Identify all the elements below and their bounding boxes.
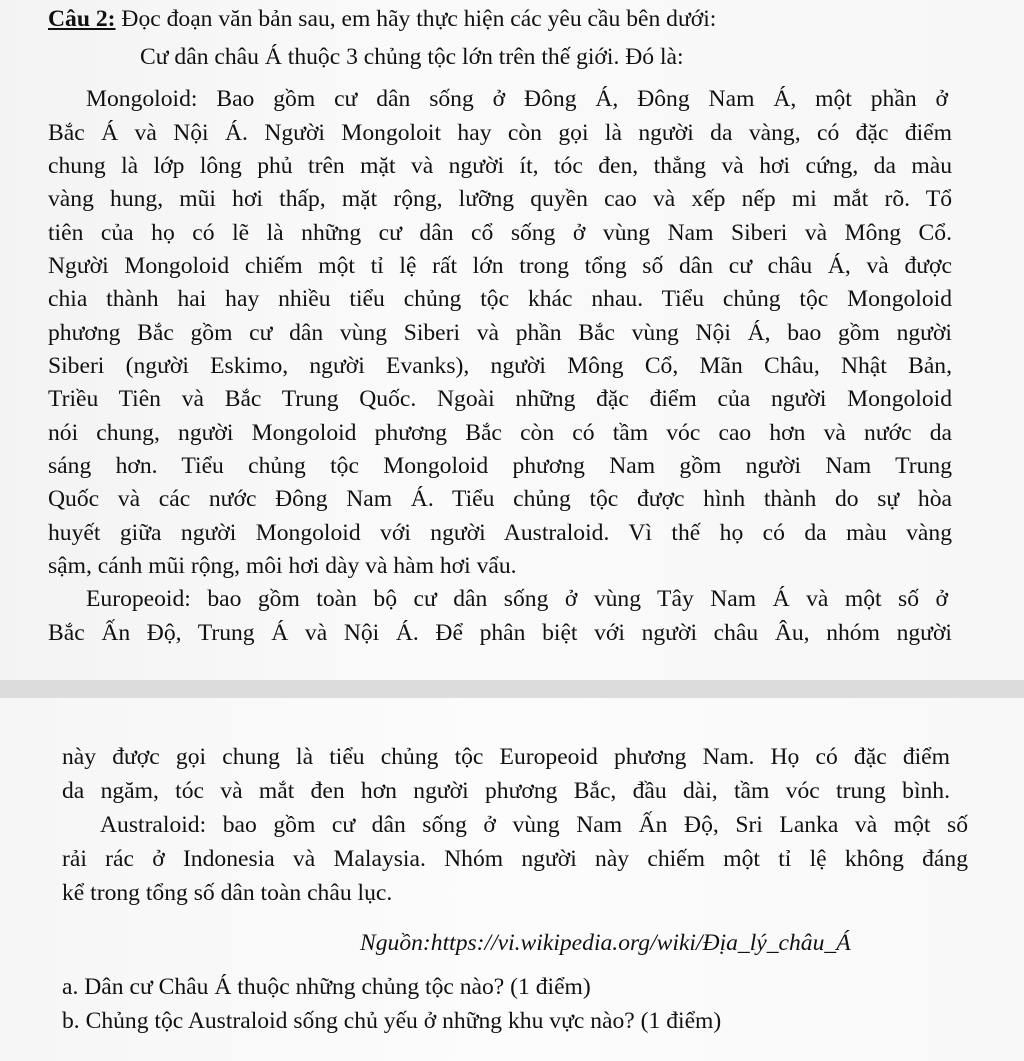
passage-line: phương Bắc gồm cư dân vùng Siberi và phần Bắc vùng Nội Á, bao gồm người [48,320,952,346]
question-prompt: Đọc đoạn văn bản sau, em hãy thực hiện các yêu cầu bên dưới: [115,6,717,32]
passage-line: nói chung, người Mongoloid phương Bắc còn có tầm vóc cao hơn và nước da [48,420,952,446]
passage-line: này được gọi chung là tiểu chủng tộc Europeoid phương Nam. Họ có đặc điểm [62,744,950,770]
passage-line: Bắc Ấn Độ, Trung Á và Nội Á. Để phân biệt với người châu Âu, nhóm người [48,620,952,646]
passage-intro: Cư dân châu Á thuộc 3 chủng tộc lớn trên thế giới. Đó là: [140,44,684,70]
passage-line: sáng hơn. Tiểu chủng tộc Mongoloid phương Nam gồm người Nam Trung [48,453,952,479]
passage-line: Người Mongoloid chiếm một tỉ lệ rất lớn trong tổng số dân cư châu Á, và được [48,253,952,279]
task-a: a. Dân cư Châu Á thuộc những chủng tộc nào? (1 điểm) [62,974,591,1000]
passage-line: huyết giữa người Mongoloid với người Australoid. Vì thế họ có da màu vàng [48,520,952,546]
passage-line: sậm, cánh mũi rộng, môi hơi dày và hàm hơi vẩu. [48,553,517,579]
question-heading [48,4,716,34]
passage-line: vàng hung, mũi hơi thấp, mặt rộng, lưỡng quyền cao và xếp nếp mi mắt rõ. Tổ [48,186,952,212]
passage-line: Bắc Á và Nội Á. Người Mongoloit hay còn gọi là người da vàng, có đặc điểm [48,120,952,146]
passage-line: da ngăm, tóc và mắt đen hơn người phương Bắc, đầu dài, tầm vóc trung bình. [62,778,950,804]
passage-line: rải rác ở Indonesia và Malaysia. Nhóm người này chiếm một tỉ lệ không đáng [62,846,968,872]
passage-line: Mongoloid: Bao gồm cư dân sống ở Đông Á, Đông Nam Á, một phần ở [86,86,948,112]
page-gap [0,680,1024,698]
question-label: Câu 2: [48,6,116,32]
passage-line: Triều Tiên và Bắc Trung Quốc. Ngoài những đặc điểm của người Mongoloid [48,386,952,412]
passage-line: Quốc và các nước Đông Nam Á. Tiểu chủng tộc được hình thành do sự hòa [48,486,952,512]
passage-line: tiên của họ có lẽ là những cư dân cổ sống ở vùng Nam Siberi và Mông Cổ. [48,220,952,246]
task-b: b. Chủng tộc Australoid sống chủ yếu ở những khu vực nào? (1 điểm) [62,1008,722,1034]
passage-line: kể trong tổng số dân toàn châu lục. [62,880,393,906]
source-citation: Nguồn:https://vi.wikipedia.org/wiki/Địa_lý_châu_Á [360,930,851,956]
passage-line: Siberi (người Eskimo, người Evanks), người Mông Cổ, Mãn Châu, Nhật Bản, [48,353,952,379]
passage-line: Australoid: bao gồm cư dân sống ở vùng Nam Ấn Độ, Sri Lanka và một số [100,812,968,838]
passage-line: chia thành hai hay nhiều tiểu chủng tộc khác nhau. Tiểu chủng tộc Mongoloid [48,286,952,312]
passage-line: Europeoid: bao gồm toàn bộ cư dân sống ở vùng Tây Nam Á và một số ở [86,586,948,612]
passage-line: chung là lớp lông phủ trên mặt và người ít, tóc đen, thẳng và hơi cứng, da màu [48,153,952,179]
